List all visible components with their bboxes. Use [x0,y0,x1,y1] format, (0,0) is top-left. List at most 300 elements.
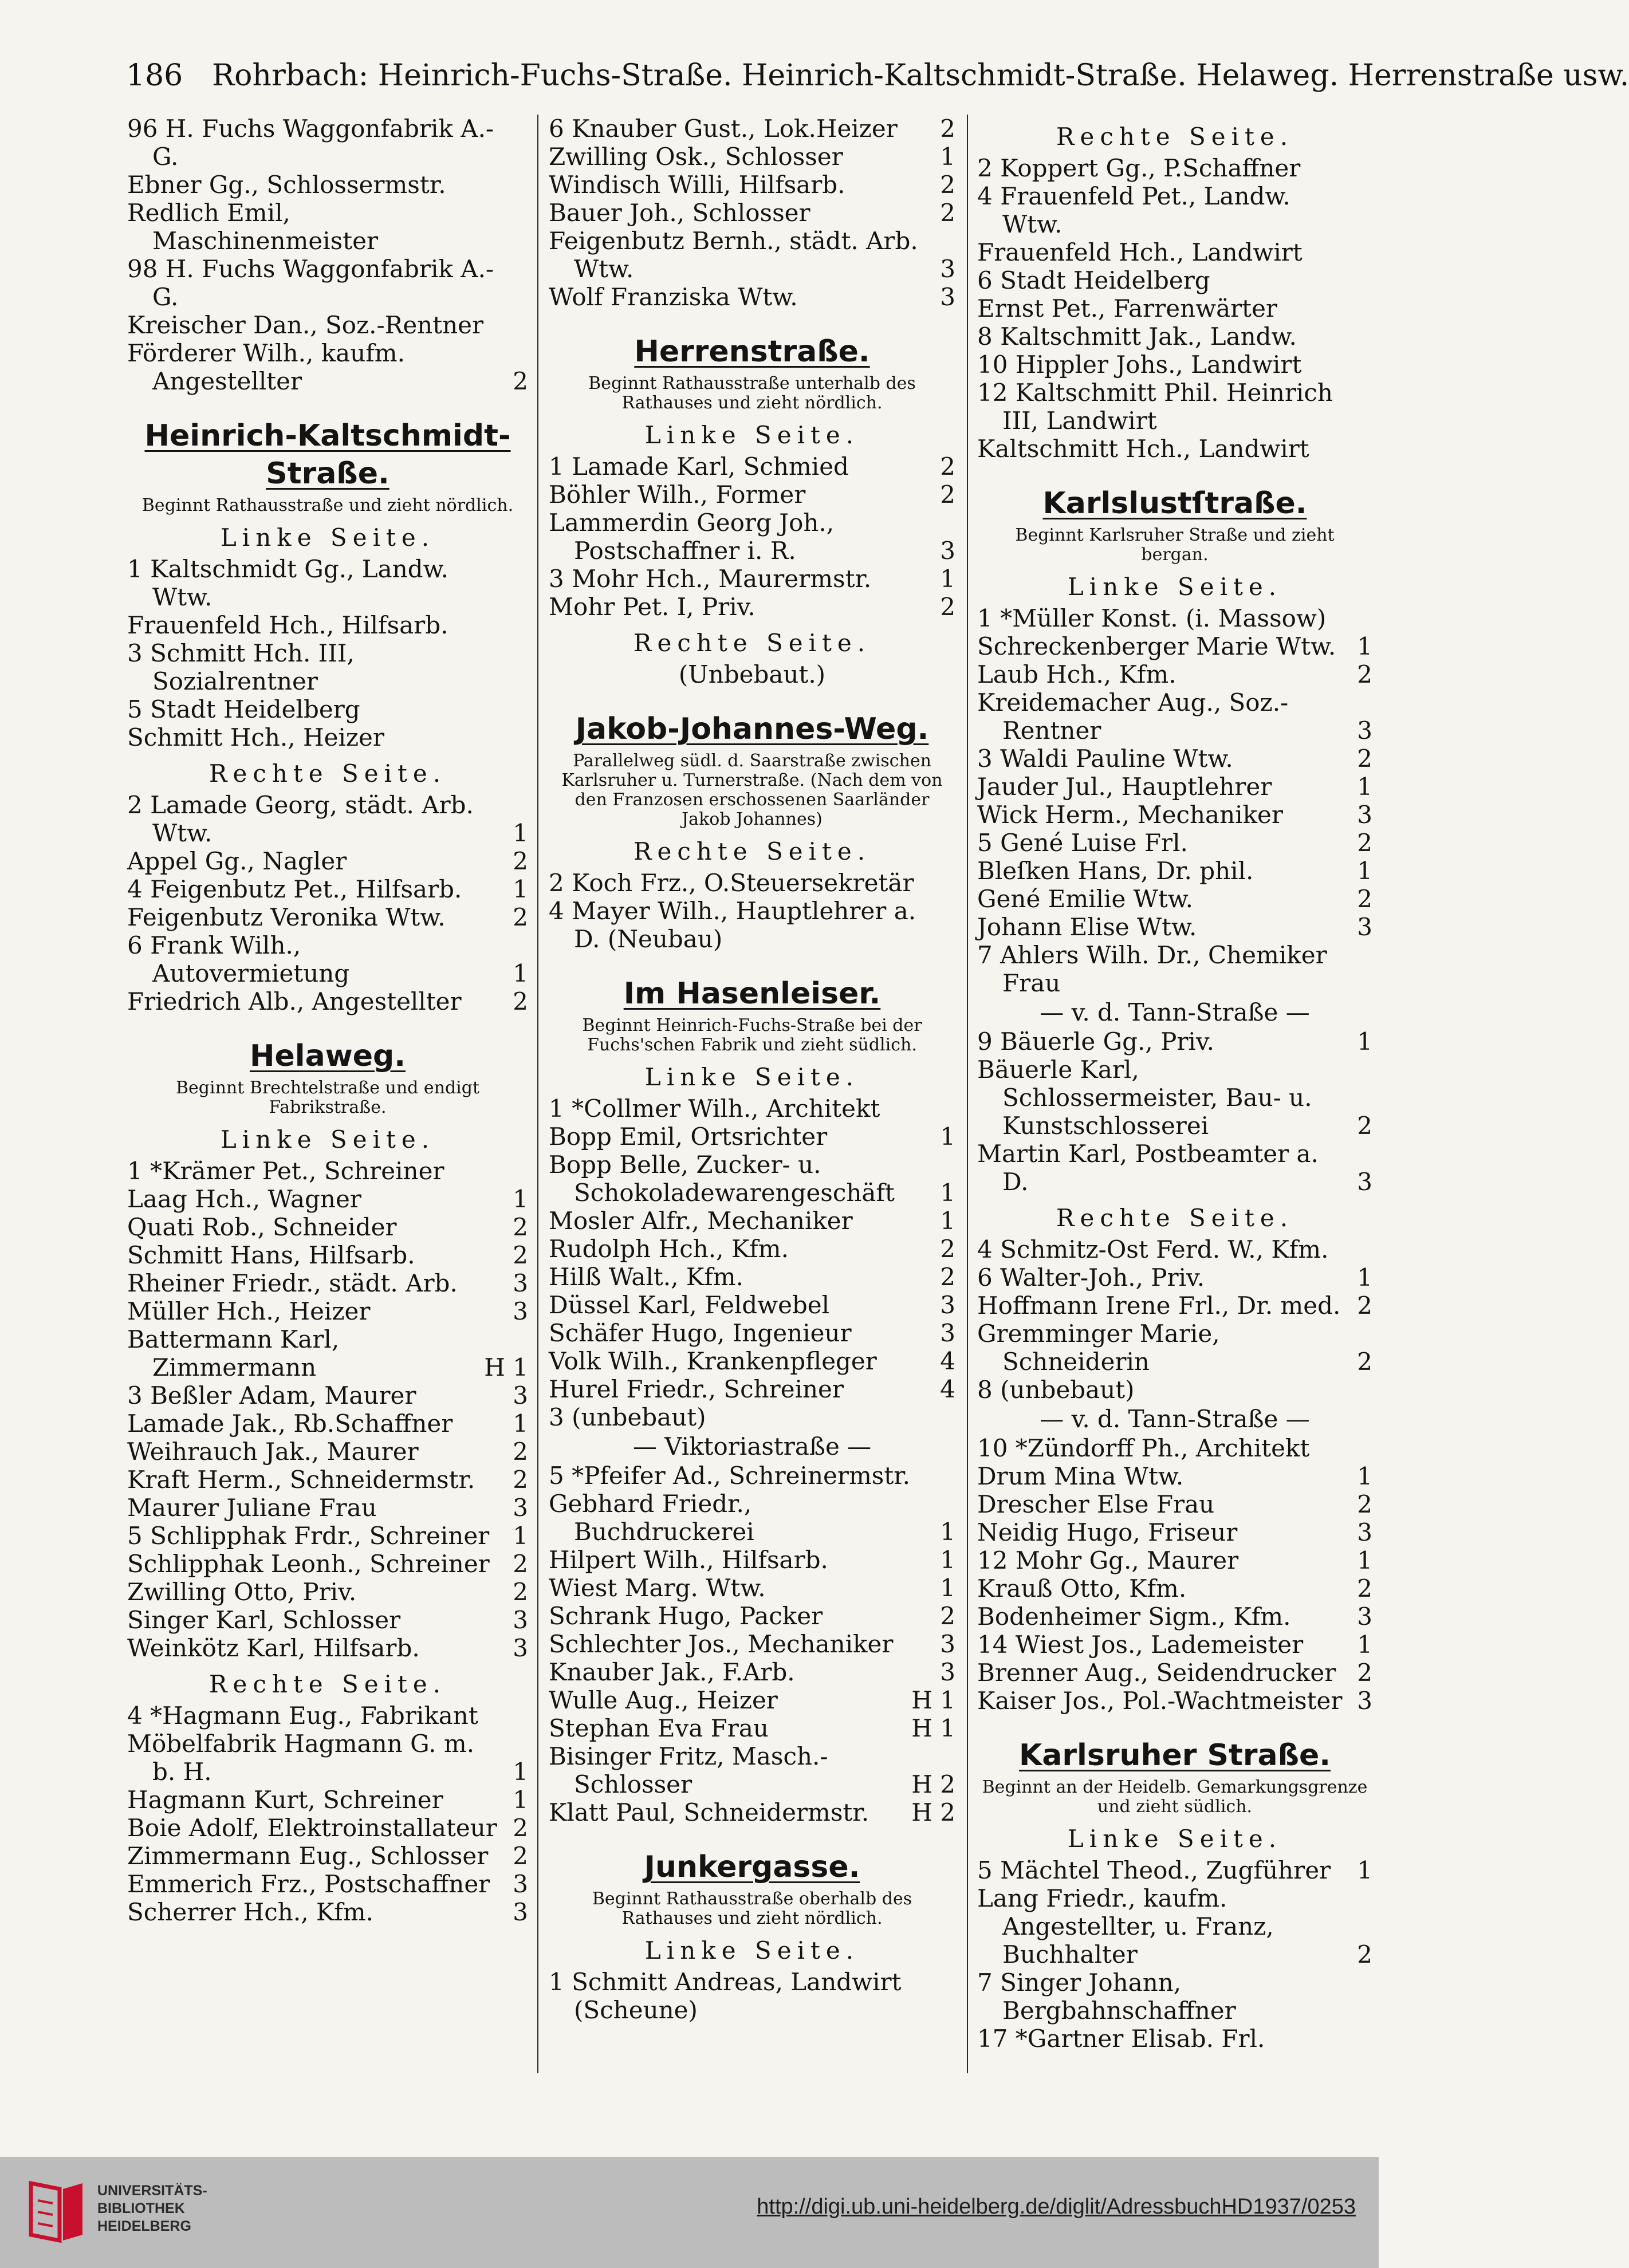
entry-text: Rheiner Friedr., städt. Arb. [127,1269,458,1297]
directory-entry [977,1027,1372,1056]
directory-entry [127,1606,528,1634]
directory-entry [127,1550,528,1578]
floor-number: 1 [940,1207,955,1235]
column-1 [127,115,528,2073]
street-description: Beginnt Rathausstraße unterhalb des Rathauses und zieht nördlich. [588,373,916,413]
directory-entry [549,1658,955,1686]
directory-entry [977,1292,1372,1320]
side-heading: Linke Seite. [644,1063,860,1091]
side-heading: Rechte Seite. [208,1670,447,1698]
entry-text: Böhler Wilh., Former [549,481,806,509]
floor-number: 2 [513,1578,528,1606]
floor-number: 1 [1357,1263,1372,1292]
entry-text: Hilß Walt., Kfm. [549,1263,743,1291]
floor-number: 1 [513,1758,528,1786]
directory-entry [549,1319,955,1347]
entry-text: 2 Lamade Georg, städt. Arb. Wtw. [127,791,474,847]
floor-number: H 1 [484,1353,528,1381]
directory-entry [127,1634,528,1662]
entry-text: 9 Bäuerle Gg., Priv. [977,1027,1214,1056]
entry-text: 4 Schmitz-Ost Ferd. W., Kfm. [977,1235,1329,1263]
directory-entry [977,1490,1372,1518]
entry-text: 10 *Zündorff Ph., Architekt [977,1434,1310,1462]
entry-text: 6 Walter-Joh., Priv. [977,1263,1205,1292]
directory-entry [127,695,528,723]
entry-text: 3 Waldi Pauline Wtw. [977,745,1233,773]
floor-number: 3 [513,1381,528,1409]
side-heading: Linke Seite. [220,1125,435,1153]
page-number: 186 [126,58,183,93]
footer-bar [0,2157,1379,2268]
floor-number: 3 [513,1494,528,1522]
floor-number: 1 [940,1123,955,1151]
entry-text: Schmitt Hans, Hilfsarb. [127,1241,415,1269]
entry-text: Frauenfeld Hch., Hilfsarb. [127,611,448,639]
floor-number: 3 [513,1870,528,1898]
directory-entry [977,182,1372,238]
directory-entry [549,115,955,143]
entry-text: Knauber Jak., F.Arb. [549,1658,795,1686]
directory-entry [127,847,528,875]
floor-number: 1 [1357,1462,1372,1490]
side-heading: Rechte Seite. [633,837,871,865]
entry-text: Feigenbutz Veronika Wtw. [127,903,446,931]
floor-number: 3 [940,283,955,311]
directory-entry [549,1291,955,1319]
directory-entry [549,1602,955,1630]
directory-entry [549,869,955,897]
entry-text: Volk Wilh., Krankenpfleger [549,1347,877,1375]
floor-number: 1 [1357,1856,1372,1884]
entry-text: Martin Karl, Postbeamter a. D. [977,1140,1319,1196]
entry-text: Bopp Emil, Ortsrichter [549,1123,828,1151]
entry-text: Quati Rob., Schneider [127,1213,397,1241]
entry-text: Lang Friedr., kaufm. Angestellter, u. Franz, Buchhalter [977,1884,1274,1968]
directory-entry [127,1213,528,1241]
entry-text: 1 *Collmer Wilh., Architekt [549,1094,880,1123]
floor-number: 1 [1357,1027,1372,1056]
side-heading: Linke Seite. [220,523,435,552]
entry-text: Brenner Aug., Seidendrucker [977,1659,1336,1687]
floor-number: 2 [513,1550,528,1578]
floor-number: 2 [1357,1112,1372,1140]
directory-entry [127,1814,528,1842]
entry-text: Bopp Belle, Zucker- u. Schokoladewarengeschäft [549,1151,895,1207]
directory-entry [977,632,1372,660]
entry-text: Krauß Otto, Kfm. [977,1574,1187,1602]
entry-text: Ebner Gg., Schlossermstr. [127,171,446,199]
directory-entry [977,913,1372,941]
directory-entry [549,1630,955,1658]
directory-entry [977,1546,1372,1574]
entry-text: Bisinger Fritz, Masch.-Schlosser [549,1742,828,1798]
entry-text: Kraft Herm., Schneidermstr. [127,1466,475,1494]
floor-number: 2 [1357,745,1372,773]
directory-entry [127,791,528,847]
entry-text: Laag Hch., Wagner [127,1185,361,1213]
floor-number: 1 [513,1786,528,1814]
entry-text: Zwilling Osk., Schlosser [549,143,843,171]
floor-number: 2 [940,1602,955,1630]
floor-number: 2 [1357,660,1372,688]
floor-number: 2 [1357,1348,1372,1376]
directory-entry [977,1518,1372,1546]
directory-entry [977,322,1372,351]
floor-number: 2 [513,367,528,395]
directory-entry [127,199,528,255]
floor-number: 3 [513,1297,528,1325]
directory-entry [549,1123,955,1151]
directory-entry [127,723,528,751]
street-heading: Karlsruher Straße. [1019,1738,1331,1773]
entry-text: 1 *Krämer Pet., Schreiner [127,1157,444,1185]
entry-text: Hagmann Kurt, Schreiner [127,1786,443,1814]
entry-text: Redlich Emil, Maschinenmeister [127,199,379,255]
floor-number: 1 [1357,632,1372,660]
entry-text: 14 Wiest Jos., Lademeister [977,1631,1304,1659]
entry-text: 8 (unbebaut) [977,1376,1135,1404]
floor-number: 2 [1357,1490,1372,1518]
floor-number: 3 [940,1630,955,1658]
floor-number: 4 [940,1347,955,1375]
cross-street-note: — v. d. Tann-Straße — [1040,1405,1310,1433]
cross-street-note: — v. d. Tann-Straße — [1040,998,1310,1026]
entry-text: 2 Koppert Gg., P.Schaffner [977,154,1301,182]
street-description: Beginnt Karlsruher Straße und zieht bergan. [1015,525,1335,565]
directory-entry [977,1631,1372,1659]
entry-text: 4 Frauenfeld Pet., Landw. Wtw. [977,182,1290,238]
directory-entry [549,1263,955,1291]
directory-entry [549,1686,955,1714]
entry-text: Bleſken Hans, Dr. phil. [977,857,1254,885]
floor-number: 3 [513,1898,528,1926]
street-heading: Im Hasenleiser. [623,976,881,1011]
entry-text: 98 H. Fuchs Waggonfabrik A.-G. [127,255,494,311]
page-header [126,53,1629,99]
floor-number: 1 [940,1546,955,1574]
directory-entry [977,1687,1372,1715]
directory-entry [549,481,955,509]
floor-number: 2 [940,171,955,199]
library-name-line: BIBLIOTHEK [97,2200,185,2216]
street-heading: Junkergasse. [644,1850,860,1884]
column-divider [967,115,968,2073]
entry-text: Bauer Joh., Schlosser [549,199,810,227]
street-description: Beginnt Rathausstraße und zieht nördlich. [141,495,514,515]
entry-text: Lamade Jak., Rb.Schaffner [127,1409,453,1438]
directory-entry [549,1347,955,1375]
entry-text: Klatt Paul, Schneidermstr. [549,1798,869,1826]
directory-entry [977,1320,1372,1376]
floor-number: 2 [513,1466,528,1494]
directory-entry [127,1494,528,1522]
directory-entry [549,143,955,171]
entry-text: Johann Elise Wtw. [977,913,1197,941]
directory-entry [127,311,528,339]
entry-text: 1 Lamade Karl, Schmied [549,452,849,481]
entry-text: Drescher Else Frau [977,1490,1215,1518]
floor-number: 2 [940,452,955,481]
cross-street-note: (Unbebaut.) [678,660,826,688]
cross-street-note: — Viktoriastraße — [632,1432,872,1460]
floor-number: 1 [940,565,955,593]
floor-number: 1 [1357,1631,1372,1659]
entry-text: Bäuerle Karl, Schlossermeister, Bau- u. Kunstschlosserei [977,1056,1312,1140]
directory-entry [549,1094,955,1123]
entry-text: 5 *Pfeifer Ad., Schreinermstr. [549,1462,911,1490]
directory-entry [549,565,955,593]
street-heading: Herrenstraße. [634,334,870,369]
entry-text: 5 Mächtel Theod., Zugführer [977,1856,1331,1884]
directory-entry [127,1578,528,1606]
entry-text: 4 Feigenbutz Pet., Hilfsarb. [127,875,462,903]
entry-text: Kreidemacher Aug., Soz.-Rentner [977,688,1289,745]
entry-text: Wolf Franziska Wtw. [549,283,798,311]
entry-text: 96 H. Fuchs Waggonfabrik A.-G. [127,115,494,171]
floor-number: 3 [1357,913,1372,941]
directory-entry [977,1376,1372,1404]
entry-text: Düssel Karl, Feldwebel [549,1291,830,1319]
entry-text: 5 Gené Luise Frl. [977,829,1188,857]
directory-entry [977,1140,1372,1196]
entry-text: 7 Singer Johann, Bergbahnschaffner [977,1968,1236,2025]
floor-number: 1 [940,1574,955,1602]
directory-entry [977,1056,1372,1140]
floor-number: 3 [513,1606,528,1634]
directory-entry [549,1714,955,1742]
directory-entry [549,1490,955,1546]
directory-entry [977,379,1372,435]
directory-entry [549,452,955,481]
directory-entry [977,1235,1372,1263]
floor-number: 2 [513,1241,528,1269]
directory-entry [127,1702,528,1730]
entry-text: Müller Hch., Heizer [127,1297,371,1325]
entry-text: Windisch Willi, Hilfsarb. [549,171,845,199]
street-description: Beginnt Brechtelstraße und endigt Fabrikstraße. [175,1078,480,1117]
entry-text: Hilpert Wilh., Hilfsarb. [549,1546,828,1574]
entry-text: Zimmermann Eug., Schlosser [127,1842,489,1870]
floor-number: 1 [1357,773,1372,801]
directory-entry [977,941,1372,997]
floor-number: 2 [940,593,955,621]
entry-text: 3 Beßler Adam, Maurer [127,1381,416,1409]
directory-entry [127,1786,528,1814]
entry-text: 1 Schmitt Andreas, Landwirt (Scheune) [549,1968,902,2024]
floor-number: 3 [940,537,955,565]
directory-entry [977,604,1372,632]
floor-number: 2 [1357,1659,1372,1687]
entry-text: Gené Emilie Wtw. [977,885,1194,913]
directory-entry [549,509,955,565]
directory-entry [549,1798,955,1826]
directory-entry [127,1381,528,1409]
directory-entry [977,154,1372,182]
street-heading: Heinrich-Kaltschmidt-Straße. [144,419,511,491]
floor-number: 1 [940,1518,955,1546]
entry-text: 3 Schmitt Hch. III, Sozialrentner [127,639,355,695]
entry-text: Mohr Pet. I, Priv. [549,593,756,621]
street-description: Beginnt Heinrich-Fuchs-Straße bei der Fuchs'schen Fabrik und zieht südlich. [582,1015,922,1055]
floor-number: 2 [513,987,528,1015]
entry-text: 12 Kaltschmitt Phil. Heinrich III, Landwirt [977,379,1333,435]
entry-text: Kaiser Jos., Pol.-Wachtmeister [977,1687,1343,1715]
floor-number: 3 [940,1319,955,1347]
entry-text: Zwilling Otto, Priv. [127,1578,357,1606]
directory-entry [127,903,528,931]
directory-entry [549,1151,955,1207]
directory-entry [127,115,528,171]
entry-text: Wick Herm., Mechaniker [977,801,1283,829]
directory-entry [977,1602,1372,1631]
entry-text: Schlipphak Leonh., Schreiner [127,1550,490,1578]
entry-text: Frauenfeld Hch., Landwirt [977,238,1303,266]
floor-number: 2 [513,1438,528,1466]
directory-entry [549,1403,955,1431]
entry-text: 10 Hippler Johs., Landwirt [977,351,1302,379]
directory-entry [127,339,528,395]
directory-entry [977,1968,1372,2025]
floor-number: H 1 [911,1686,955,1714]
side-heading: Rechte Seite. [1056,1204,1294,1232]
floor-number: 2 [940,1235,955,1263]
entry-text: Drum Mina Wtw. [977,1462,1184,1490]
source-url-link[interactable]: http://digi.ub.uni-heidelberg.de/diglit/AdressbuchHD1937/0253 [757,2195,1356,2219]
entry-text: Ernst Pet., Farrenwärter [977,294,1277,322]
entry-text: Bodenheimer Sigm., Kfm. [977,1602,1291,1631]
floor-number: 2 [940,199,955,227]
floor-number: 3 [940,1658,955,1686]
floor-number: H 1 [911,1714,955,1742]
directory-entry [127,1241,528,1269]
floor-number: 3 [513,1269,528,1297]
directory-entry [127,555,528,611]
floor-number: 1 [513,1185,528,1213]
directory-entry [127,1522,528,1550]
directory-entry [977,294,1372,322]
directory-entry [549,897,955,953]
directory-entry [977,351,1372,379]
directory-entry [127,1870,528,1898]
street-description: Beginnt Rathausstraße oberhalb des Rathauses und zieht nördlich. [592,1889,912,1928]
floor-number: 3 [1357,1518,1372,1546]
library-name-line: HEIDELBERG [97,2218,191,2234]
floor-number: H 2 [911,1770,955,1798]
directory-entry [127,1898,528,1926]
entry-text: 6 Frank Wilh., Autovermietung [127,931,350,987]
directory-entry [127,875,528,903]
floor-number: 2 [1357,885,1372,913]
floor-number: 1 [513,1409,528,1438]
directory-entry [127,611,528,639]
floor-number: 3 [1357,801,1372,829]
directory-entry [549,1742,955,1798]
entry-text: Kaltschmitt Hch., Landwirt [977,435,1309,463]
library-logo-icon [25,2178,88,2246]
directory-entry [977,1884,1372,1968]
directory-entry [127,1438,528,1466]
directory-entry [127,1157,528,1185]
entry-text: 3 (unbebaut) [549,1403,706,1431]
entry-text: 1 *Müller Konst. (i. Massow) [977,604,1327,632]
directory-entry [127,1730,528,1786]
directory-entry [127,171,528,199]
entry-text: 1 Kaltschmidt Gg., Landw. Wtw. [127,555,448,611]
floor-number: 3 [1357,1602,1372,1631]
directory-entry [977,1574,1372,1602]
entry-text: Weinkötz Karl, Hilfsarb. [127,1634,420,1662]
directory-entry [549,1546,955,1574]
entry-text: Wiest Marg. Wtw. [549,1574,766,1602]
entry-text: Wulle Aug., Heizer [549,1686,778,1714]
directory-entry [977,745,1372,773]
entry-text: Laub Hch., Kfm. [977,660,1176,688]
entry-text: Schäfer Hugo, Ingenieur [549,1319,852,1347]
street-description: Beginnt an der Heidelb. Gemarkungsgrenze und zieht südlich. [982,1777,1368,1817]
floor-number: 2 [1357,1940,1372,1968]
floor-number: 3 [1357,716,1372,745]
side-heading: Linke Seite. [1067,573,1282,601]
directory-entry [127,1297,528,1325]
entry-text: Schrank Hugo, Packer [549,1602,823,1630]
street-heading: Karlslustſtraße. [1042,486,1307,521]
directory-entry [549,1235,955,1263]
directory-entry [549,1574,955,1602]
entry-text: Hurel Friedr., Schreiner [549,1375,844,1403]
directory-entry [977,238,1372,266]
directory-entry [977,1659,1372,1687]
side-heading: Linke Seite. [644,1936,860,1964]
directory-entry [549,1462,955,1490]
directory-entry [977,2025,1372,2053]
column-3 [977,115,1372,2073]
floor-number: 1 [1357,1546,1372,1574]
directory-entry [549,1968,955,2024]
directory-entry [977,829,1372,857]
directory-entry [127,931,528,987]
floor-number: 3 [1357,1687,1372,1715]
entry-text: 5 Stadt Heidelberg [127,695,360,723]
directory-entry [127,987,528,1015]
entry-text: 7 Ahlers Wilh. Dr., Chemiker Frau [977,941,1327,997]
entry-text: Rudolph Hch., Kfm. [549,1235,789,1263]
entry-text: Friedrich Alb., Angestellter [127,987,462,1015]
directory-entry [127,1409,528,1438]
entry-text: Kreischer Dan., Soz.-Rentner [127,311,484,339]
floor-number: 3 [940,1291,955,1319]
entry-text: Schmitt Hch., Heizer [127,723,384,751]
floor-number: 2 [513,847,528,875]
side-heading: Rechte Seite. [1056,123,1294,151]
floor-number: 1 [940,143,955,171]
street-description: Parallelweg südl. d. Saarstraße zwischen Karlsruher u. Turnerstraße. (Nach dem von den Franzosen erschossenen Saarländer Jakob Johannes) [561,751,943,829]
floor-number: 1 [1357,857,1372,885]
floor-number: 1 [513,819,528,847]
directory-entry [127,1269,528,1297]
directory-entry [977,773,1372,801]
library-name [97,2182,246,2235]
entry-text: 4 Mayer Wilh., Hauptlehrer a. D. (Neubau) [549,897,916,953]
entry-text: Jauder Jul., Hauptlehrer [977,773,1272,801]
side-heading: Linke Seite. [1067,1825,1282,1853]
directory-entry [127,1185,528,1213]
floor-number: 2 [513,1213,528,1241]
entry-text: Feigenbutz Bernh., städt. Arb. Wtw. [549,227,918,283]
entry-text: Förderer Wilh., kaufm. Angestellter [127,339,405,395]
floor-number: 2 [1357,1574,1372,1602]
entry-text: Appel Gg., Nagler [127,847,347,875]
floor-number: 1 [513,875,528,903]
